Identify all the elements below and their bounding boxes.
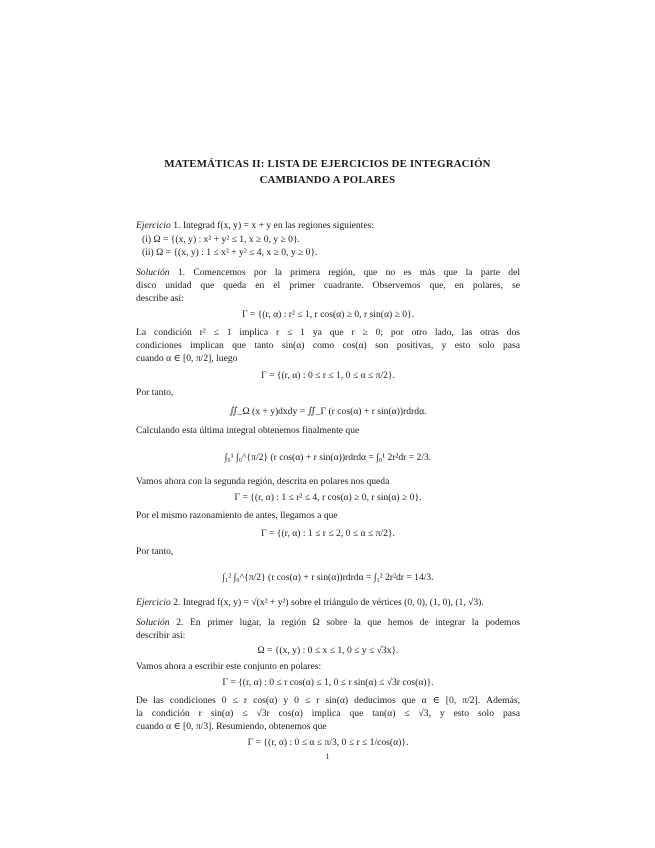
equation-gamma-1: Γ = {(r, α) : r² ≤ 1, r cos(α) ≥ 0, r sin(α) ≥ 0}. [241, 309, 415, 320]
por-tanto-2: Por tanto, [136, 546, 174, 557]
exercise-2-statement [136, 597, 520, 609]
equation-gamma-5: Γ = {(r, α) : 0 ≤ r cos(α) ≤ 1, 0 ≤ r sin(α) ≤ √3r cos(α)}. [222, 677, 434, 688]
polar-line: Vamos ahora a escribir este conjunto en polares: [136, 661, 322, 672]
exercise-1-item-ii: (ii) Ω = {(x, y) : 1 ≤ x² + y² ≤ 4, x ≥ 0, y ≥ 0}. [142, 247, 318, 258]
exercise-2-text: 2. Integrad f(x, y) = √(x² + y²) sobre el triángulo de vértices (0, 0), (1, 0), (1, √3). [173, 597, 484, 608]
exercise-1-item-i: (i) Ω = {(x, y) : x² + y² ≤ 1, x ≥ 0, y ≥ 0}. [142, 234, 300, 245]
solution-2-line-1 [136, 617, 520, 629]
paragraph-2-line-1: De las condiciones 0 ≤ r cos(α) y 0 ≤ r sin(α) deducimos que α ∈ [0, π/2]. Además, [136, 695, 520, 706]
equation-gamma-3: Γ = {(r, α) : 1 ≤ r² ≤ 4, r cos(α) ≥ 0, r sin(α) ≥ 0}. [234, 492, 422, 503]
reasoning-line: Por el mismo razonamiento de antes, llegamos a que [136, 510, 338, 521]
paragraph-1-line-2: condiciones implican que tanto sin(α) como cos(α) son positivas, y esto solo pasa [136, 340, 520, 351]
calculation-line: Calculando esta última integral obtenemos finalmente que [136, 425, 360, 436]
solution-2-line-2: describir así: [136, 630, 186, 641]
por-tanto-1: Por tanto, [136, 387, 174, 398]
solution-2-text: 2. En primer lugar, la región Ω sobre la que hemos de integrar la podemos [176, 617, 520, 628]
solution-1-line-3: describe así: [136, 293, 184, 304]
equation-gamma-4: Γ = {(r, α) : 1 ≤ r ≤ 2, 0 ≤ α ≤ π/2}. [261, 528, 395, 539]
equation-gamma-2: Γ = {(r, α) : 0 ≤ r ≤ 1, 0 ≤ α ≤ π/2}. [261, 370, 395, 381]
exercise-1-label: Ejercicio [136, 220, 171, 231]
paragraph-1-line-3: cuando α ∈ [0, π/2], luego [136, 353, 238, 364]
equation-gamma-6: Γ = {(r, α) : 0 ≤ α ≤ π/3, 0 ≤ r ≤ 1/cos(α)}. [247, 737, 409, 748]
paragraph-2-line-2: la condición r sin(α) ≤ √3r cos(α) implica que tan(α) ≤ √3, y esto solo pasa [136, 708, 520, 719]
solution-1-label: Solución [136, 267, 170, 278]
solution-1-line-1 [136, 267, 520, 279]
exercise-1-statement [136, 220, 520, 232]
solution-1-line-2: disco unidad que queda en el primer cuadrante. Observemos que, en polares, se [136, 280, 520, 291]
title-line-2: CAMBIANDO A POLARES [259, 174, 396, 186]
equation-integral-result-2: ∫₁² ∫₀^{π/2} (r cos(α) + r sin(α))rdrdα = ∫₁² 2r²dr = 14/3. [222, 572, 434, 583]
exercise-2-label: Ejercicio [136, 597, 171, 608]
solution-2-label: Solución [136, 617, 170, 628]
title-line-1: MATEMÁTICAS II: LISTA DE EJERCICIOS DE INTEGRACIÓN [164, 158, 491, 170]
exercise-1-text: 1. Integrad f(x, y) = x + y en las regiones siguientes: [173, 220, 374, 231]
equation-omega: Ω = {(x, y) : 0 ≤ x ≤ 1, 0 ≤ y ≤ √3x}. [257, 645, 399, 656]
paragraph-1-line-1: La condición r² ≤ 1 implica r ≤ 1 ya que r ≥ 0; por otro lado, las otras dos [136, 327, 520, 338]
second-region-line: Vamos ahora con la segunda región, descrita en polares nos queda [136, 476, 390, 487]
paragraph-2-line-3: cuando α ∈ [0, π/3]. Resumiendo, obtenemos que [136, 721, 327, 732]
equation-double-integral: ∬_Ω (x + y)dxdy = ∬_Γ (r cos(α) + r sin(α))rdrdα. [229, 406, 427, 417]
equation-integral-result-1: ∫₀¹ ∫₀^{π/2} (r cos(α) + r sin(α))rdrdα = ∫₀¹ 2r²dr = 2/3. [224, 452, 432, 463]
page-number: 1 [325, 752, 330, 761]
solution-1-text: 1. Comencemos por la primera región, que no es más que la parte del [177, 267, 521, 278]
